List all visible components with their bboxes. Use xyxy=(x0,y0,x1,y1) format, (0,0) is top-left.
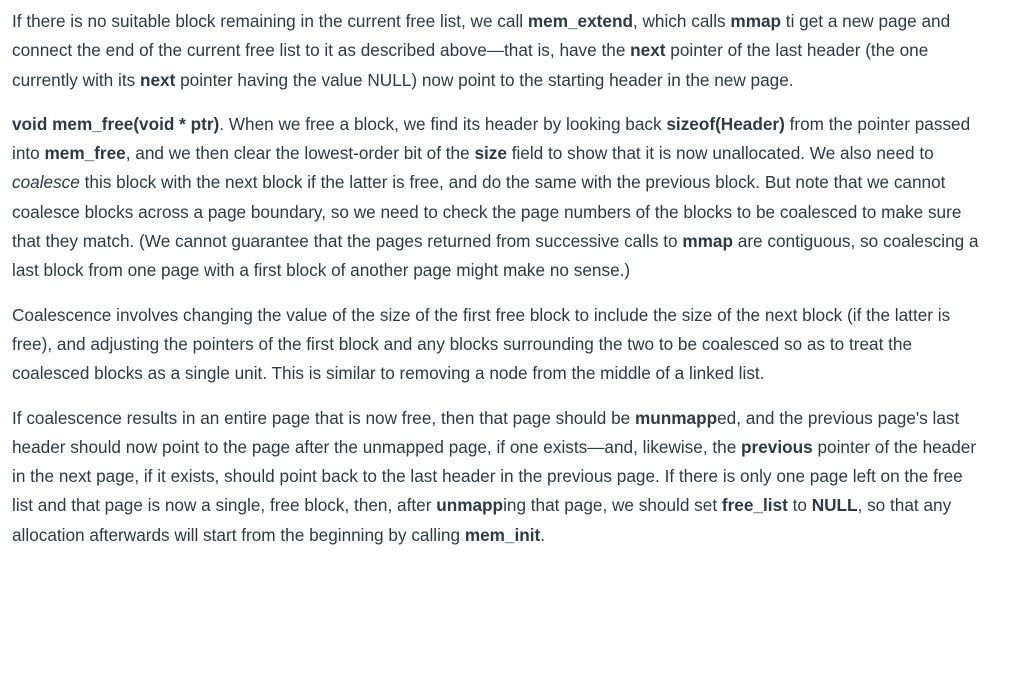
code-term: previous xyxy=(741,436,813,457)
code-term: next xyxy=(139,69,176,90)
paragraph-coalescence xyxy=(12,301,984,389)
code-term: void mem_free(void * ptr) xyxy=(12,113,220,134)
text-run: Coalescence involves changing the value of the size of the first free block to include the size of the next block (if the latter is free), and adjusting the pointers of the first block and any blocks surrounding the two to be coalesced so as to treat the coalesced blocks as a single unit. This is similar to removing a node from the middle of a linked list. xyxy=(12,304,951,384)
paragraph-mem-extend xyxy=(12,7,984,95)
text-run: from the pointer passed into xyxy=(12,113,971,164)
text-run: pointer of the last header (the one currently with its xyxy=(12,40,929,90)
text-run: this block with the next block if the latter is free, and do the same with the previous block. But note that we cannot coalesce blocks across a page boundary, so we need to check the page numbers of the blocks to be coalesced to make sure that they match. (We cannot guarantee that the pages returned from successive calls to xyxy=(12,172,962,252)
text-run: If coalescence results in an entire page that is now free, then that page should be xyxy=(12,407,635,428)
text-run: ed, and the previous page's last header should now point to the page after the unmapped page, if one exists—and, likewise, the xyxy=(12,407,960,457)
text-run: to xyxy=(787,495,812,516)
code-term: free_list xyxy=(721,495,788,516)
code-term: next xyxy=(630,40,666,61)
code-term: unmapp xyxy=(436,495,504,516)
paragraph-mem-free xyxy=(12,110,984,286)
code-term: mem_init xyxy=(464,524,541,545)
code-term: mem_extend xyxy=(527,11,633,31)
code-term: sizeof(Header) xyxy=(666,113,785,134)
code-term: mmap xyxy=(682,231,733,252)
text-run: pointer having the value NULL) now point to the starting header in the new page. xyxy=(175,69,794,90)
text-run: ing that page, we should set xyxy=(503,495,722,516)
code-term: mmap xyxy=(730,11,782,31)
code-term: size xyxy=(474,143,507,164)
code-term: mem_free xyxy=(44,143,126,164)
text-run: . When we free a block, we find its header by looking back xyxy=(219,113,667,134)
text-run: , which calls xyxy=(632,11,731,31)
text-run: . xyxy=(540,524,546,545)
text-run: field to show that it is now unallocated. We also need to xyxy=(506,143,934,164)
emphasis-term: coalesce xyxy=(12,172,80,193)
text-run: If there is no suitable block remaining in the current free list, we call xyxy=(12,11,528,31)
text-run: , and we then clear the lowest-order bit of the xyxy=(125,143,475,164)
text-run: pointer of the header in the next page, if it exists, should point back to the last header in the previous page. If there is only one page left on the free list and that page is now a single, free block, then, after xyxy=(12,436,977,516)
code-term: NULL xyxy=(811,495,858,516)
paragraph-munmap xyxy=(12,404,984,550)
text-run: ti get a new page and connect the end of the current free list to it as described above—that is, have the xyxy=(12,11,951,61)
code-term: munmapp xyxy=(634,407,718,428)
text-run: are contiguous, so coalescing a last block from one page with a first block of another page might make no sense.) xyxy=(12,231,979,281)
text-run: , so that any allocation afterwards will start from the beginning by calling xyxy=(12,495,952,545)
